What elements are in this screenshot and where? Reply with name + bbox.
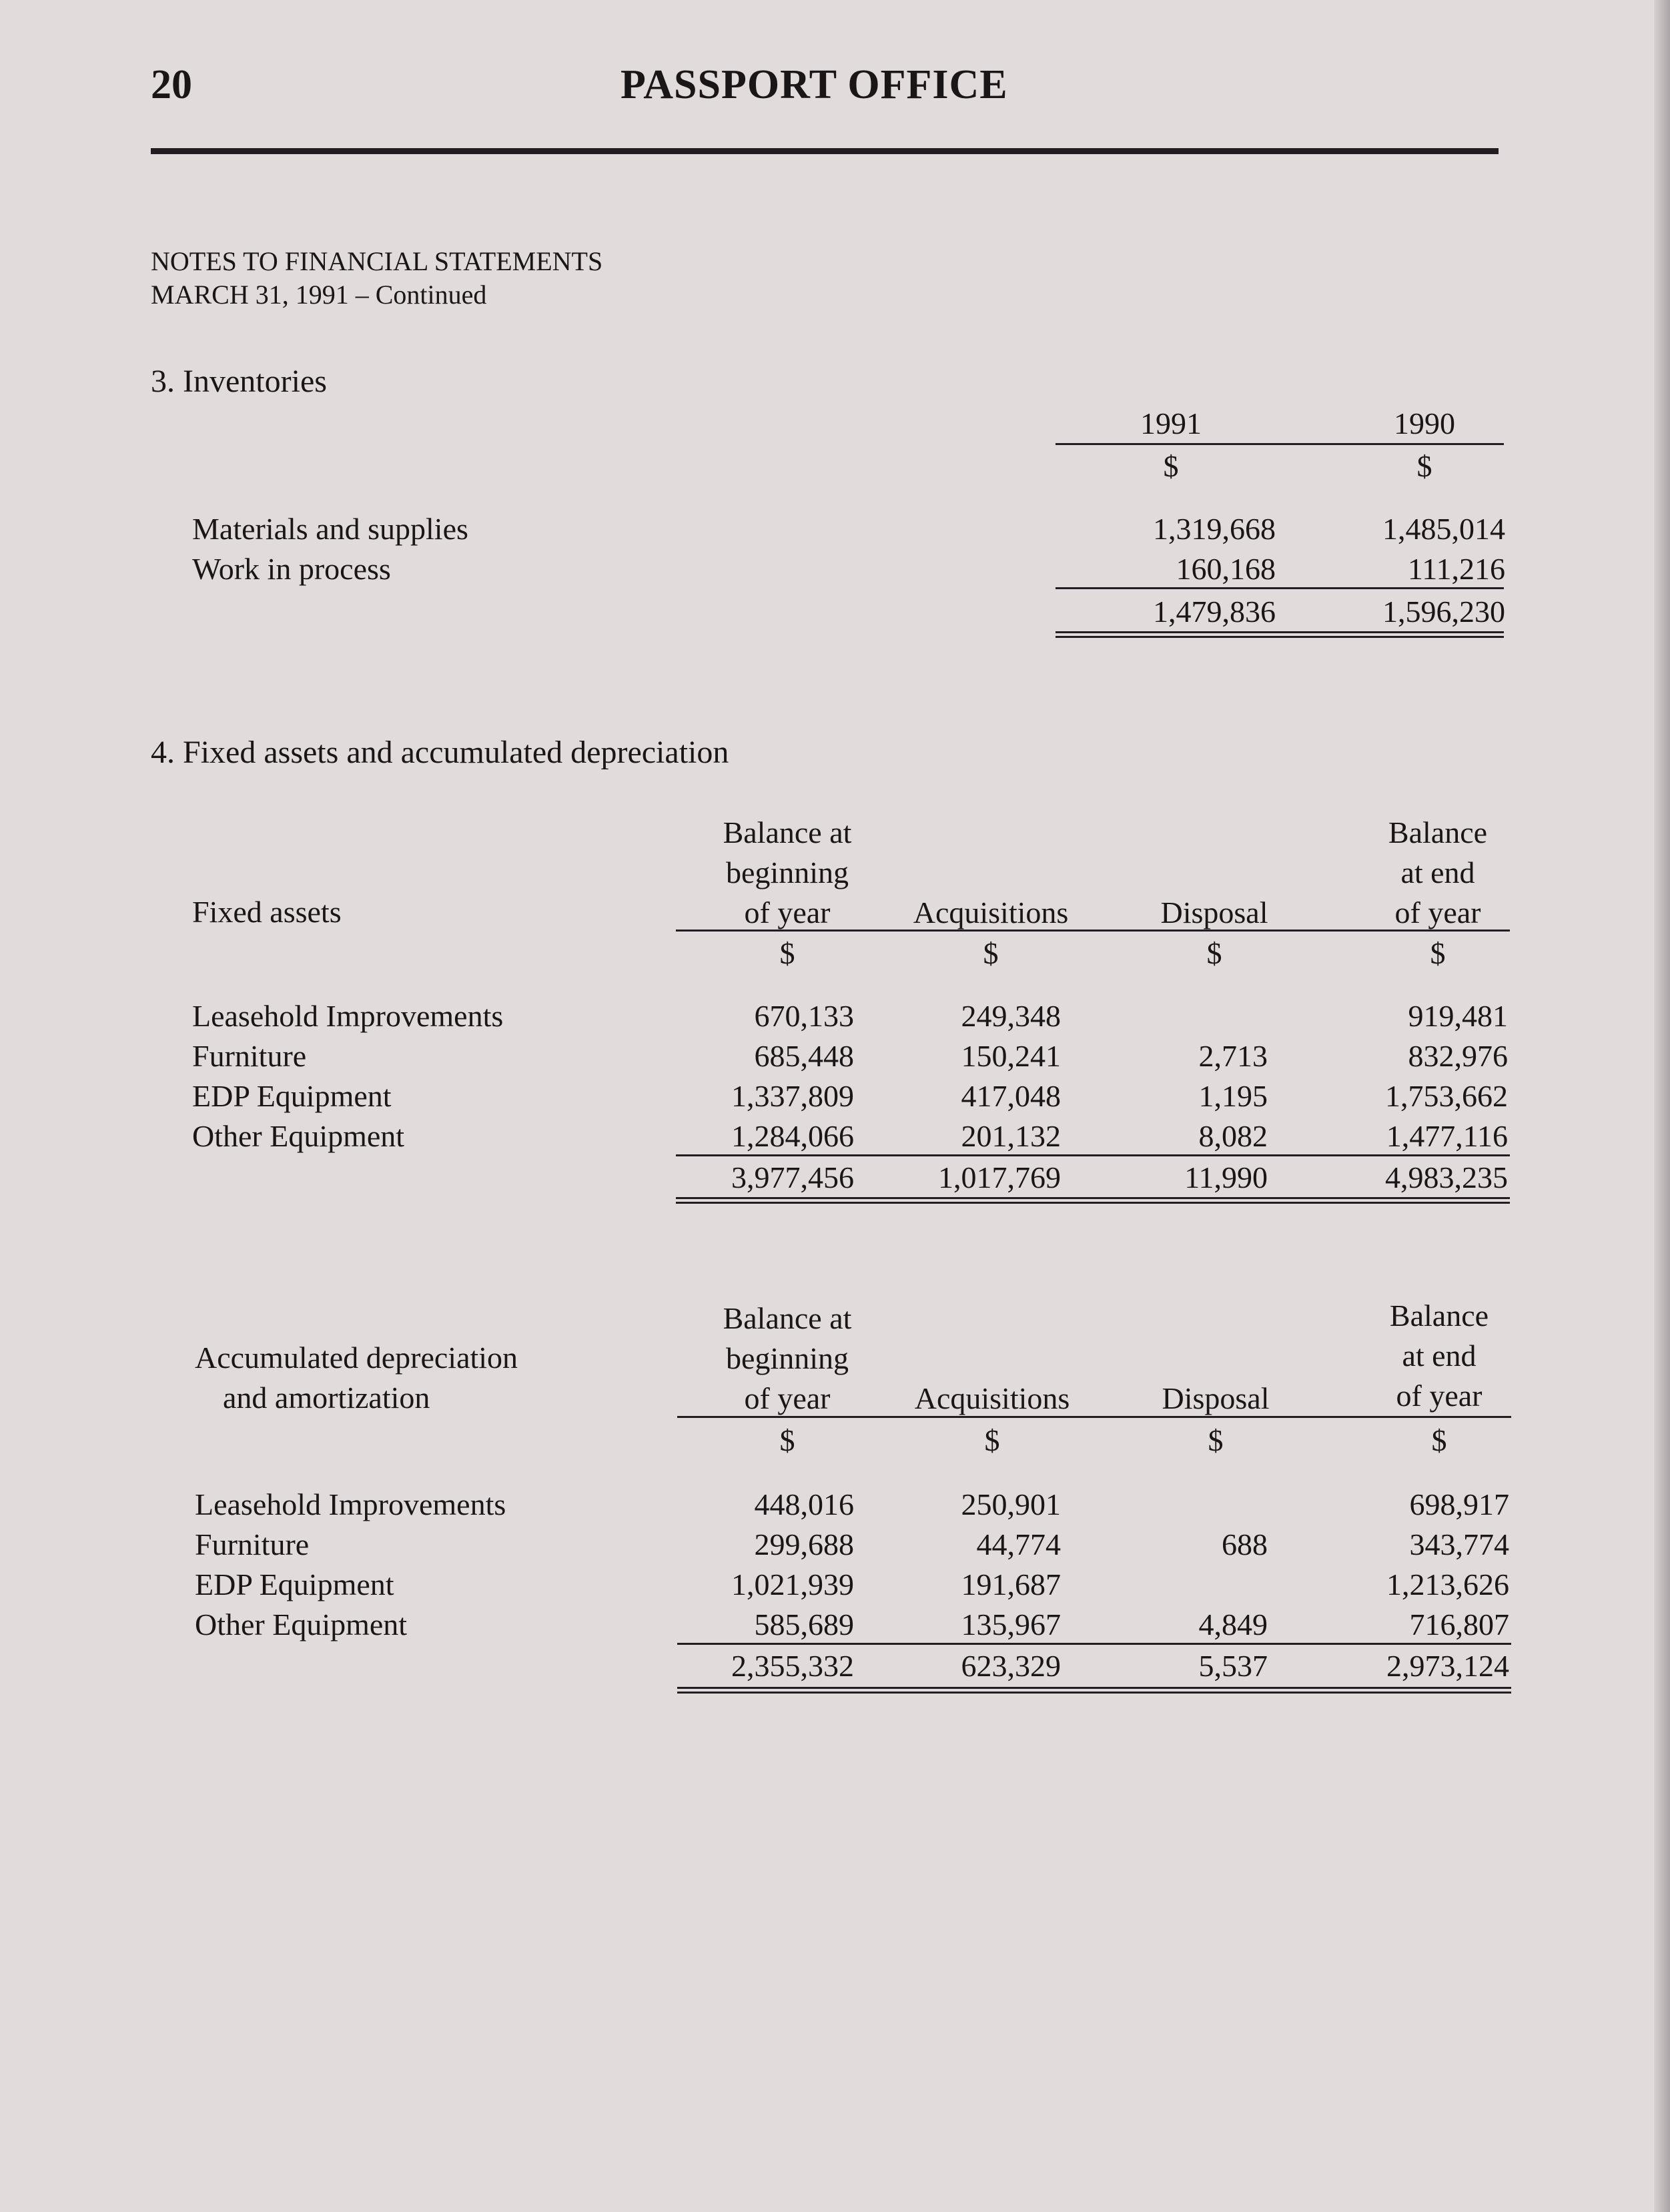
cell-value: 160,168: [1176, 552, 1276, 586]
row-label: EDP Equipment: [192, 1079, 392, 1113]
cell-value: 249,348: [961, 999, 1061, 1033]
cell-value: 2,713: [1198, 1039, 1268, 1073]
cell-value: 585,689: [754, 1607, 854, 1641]
cell-value: 1,195: [1198, 1079, 1268, 1113]
row-label: Other Equipment: [195, 1607, 408, 1641]
page-edge-shadow: [1654, 0, 1670, 2212]
total-value: 2,973,124: [1386, 1649, 1509, 1683]
currency-symbol: $: [1431, 1423, 1447, 1457]
cell-value: 698,917: [1409, 1487, 1509, 1521]
cell-value: 8,082: [1198, 1119, 1268, 1153]
cell-value: 135,967: [961, 1607, 1061, 1641]
cell-value: 670,133: [754, 999, 854, 1033]
total-value: 4,983,235: [1385, 1160, 1508, 1194]
cell-value: 1,319,668: [1153, 512, 1276, 546]
header-rule: [151, 148, 1499, 154]
cell-value: 1,021,939: [731, 1567, 854, 1601]
cell-value: 111,216: [1407, 552, 1505, 586]
total-value: 623,329: [961, 1649, 1061, 1683]
accumulated-total-double-rule: [677, 1687, 1511, 1694]
col-header-ending-balance: Balance at end of year: [1388, 815, 1488, 930]
cell-value: 688: [1222, 1527, 1268, 1561]
cell-value: 4,849: [1198, 1607, 1268, 1641]
fixed-assets-row-label-header: Fixed assets: [192, 895, 342, 929]
col-header-acquisitions: Acquisitions: [914, 1381, 1070, 1415]
notes-heading: NOTES TO FINANCIAL STATEMENTS: [151, 246, 603, 276]
currency-symbol: $: [779, 1423, 795, 1457]
cell-value: 1,477,116: [1386, 1119, 1508, 1153]
row-label: EDP Equipment: [195, 1567, 394, 1601]
inventories-col-header-1991: 1991: [1140, 406, 1202, 440]
cell-value: 832,976: [1408, 1039, 1508, 1073]
total-value: 1,479,836: [1153, 595, 1276, 629]
fixed-assets-heading: 4. Fixed assets and accumulated depreciation: [151, 735, 729, 770]
inventories-total-double-rule: [1056, 631, 1504, 638]
row-label: Leasehold Improvements: [195, 1487, 506, 1521]
cell-value: 44,774: [976, 1527, 1061, 1561]
accumulated-row-label-header-line1: Accumulated depreciation: [195, 1341, 518, 1375]
row-label: Furniture: [195, 1527, 310, 1561]
inventories-subtotal-rule: [1056, 587, 1504, 589]
cell-value: 716,807: [1409, 1607, 1509, 1641]
cell-value: 1,337,809: [731, 1079, 854, 1113]
currency-symbol: $: [1206, 936, 1222, 970]
total-value: 1,017,769: [938, 1160, 1061, 1194]
cell-value: 919,481: [1408, 999, 1508, 1033]
accumulated-header-rule: [677, 1416, 1511, 1418]
total-value: 3,977,456: [731, 1160, 854, 1194]
total-value: 5,537: [1198, 1649, 1268, 1683]
currency-symbol: $: [984, 1423, 1000, 1457]
cell-value: 1,284,066: [731, 1119, 854, 1153]
fixed-assets-total-double-rule: [676, 1197, 1510, 1204]
cell-value: 250,901: [961, 1487, 1061, 1521]
accumulated-subtotal-rule: [677, 1643, 1511, 1645]
accumulated-row-label-header-line2: and amortization: [223, 1381, 430, 1415]
row-label: Materials and supplies: [192, 512, 468, 546]
col-header-beginning-balance: Balance at beginning of year: [723, 1301, 852, 1415]
row-label: Other Equipment: [192, 1119, 405, 1153]
currency-symbol: $: [1430, 936, 1446, 970]
cell-value: 191,687: [961, 1567, 1061, 1601]
currency-symbol: $: [1208, 1423, 1224, 1457]
cell-value: 1,213,626: [1386, 1567, 1509, 1601]
cell-value: 448,016: [754, 1487, 854, 1521]
total-value: 11,990: [1184, 1160, 1268, 1194]
currency-symbol: $: [779, 936, 795, 970]
fixed-assets-subtotal-rule: [676, 1154, 1510, 1156]
row-label: Furniture: [192, 1039, 307, 1073]
cell-value: 417,048: [961, 1079, 1061, 1113]
fixed-assets-header-rule: [676, 930, 1510, 932]
cell-value: 1,485,014: [1382, 512, 1505, 546]
col-header-acquisitions: Acquisitions: [913, 895, 1069, 930]
inventories-heading: 3. Inventories: [151, 364, 327, 399]
total-value: 2,355,332: [731, 1649, 854, 1683]
notes-date: MARCH 31, 1991 – Continued: [151, 280, 487, 310]
inventories-currency-1991: $: [1163, 449, 1179, 483]
page-number: 20: [151, 62, 192, 107]
cell-value: 1,753,662: [1385, 1079, 1508, 1113]
row-label: Work in process: [192, 552, 391, 586]
col-header-disposal: Disposal: [1160, 895, 1268, 930]
inventories-col-header-1990: 1990: [1394, 406, 1455, 440]
currency-symbol: $: [983, 936, 999, 970]
page-title: PASSPORT OFFICE: [620, 62, 1008, 107]
cell-value: 150,241: [961, 1039, 1061, 1073]
inventories-header-rule: [1056, 443, 1504, 445]
cell-value: 299,688: [754, 1527, 854, 1561]
cell-value: 685,448: [754, 1039, 854, 1073]
total-value: 1,596,230: [1382, 595, 1505, 629]
cell-value: 201,132: [961, 1119, 1061, 1153]
col-header-disposal: Disposal: [1162, 1381, 1270, 1415]
cell-value: 343,774: [1409, 1527, 1509, 1561]
inventories-currency-1990: $: [1416, 449, 1432, 483]
col-header-ending-balance: Balance at end of year: [1389, 1299, 1489, 1413]
col-header-beginning-balance: Balance at beginning of year: [723, 815, 852, 930]
row-label: Leasehold Improvements: [192, 999, 504, 1033]
